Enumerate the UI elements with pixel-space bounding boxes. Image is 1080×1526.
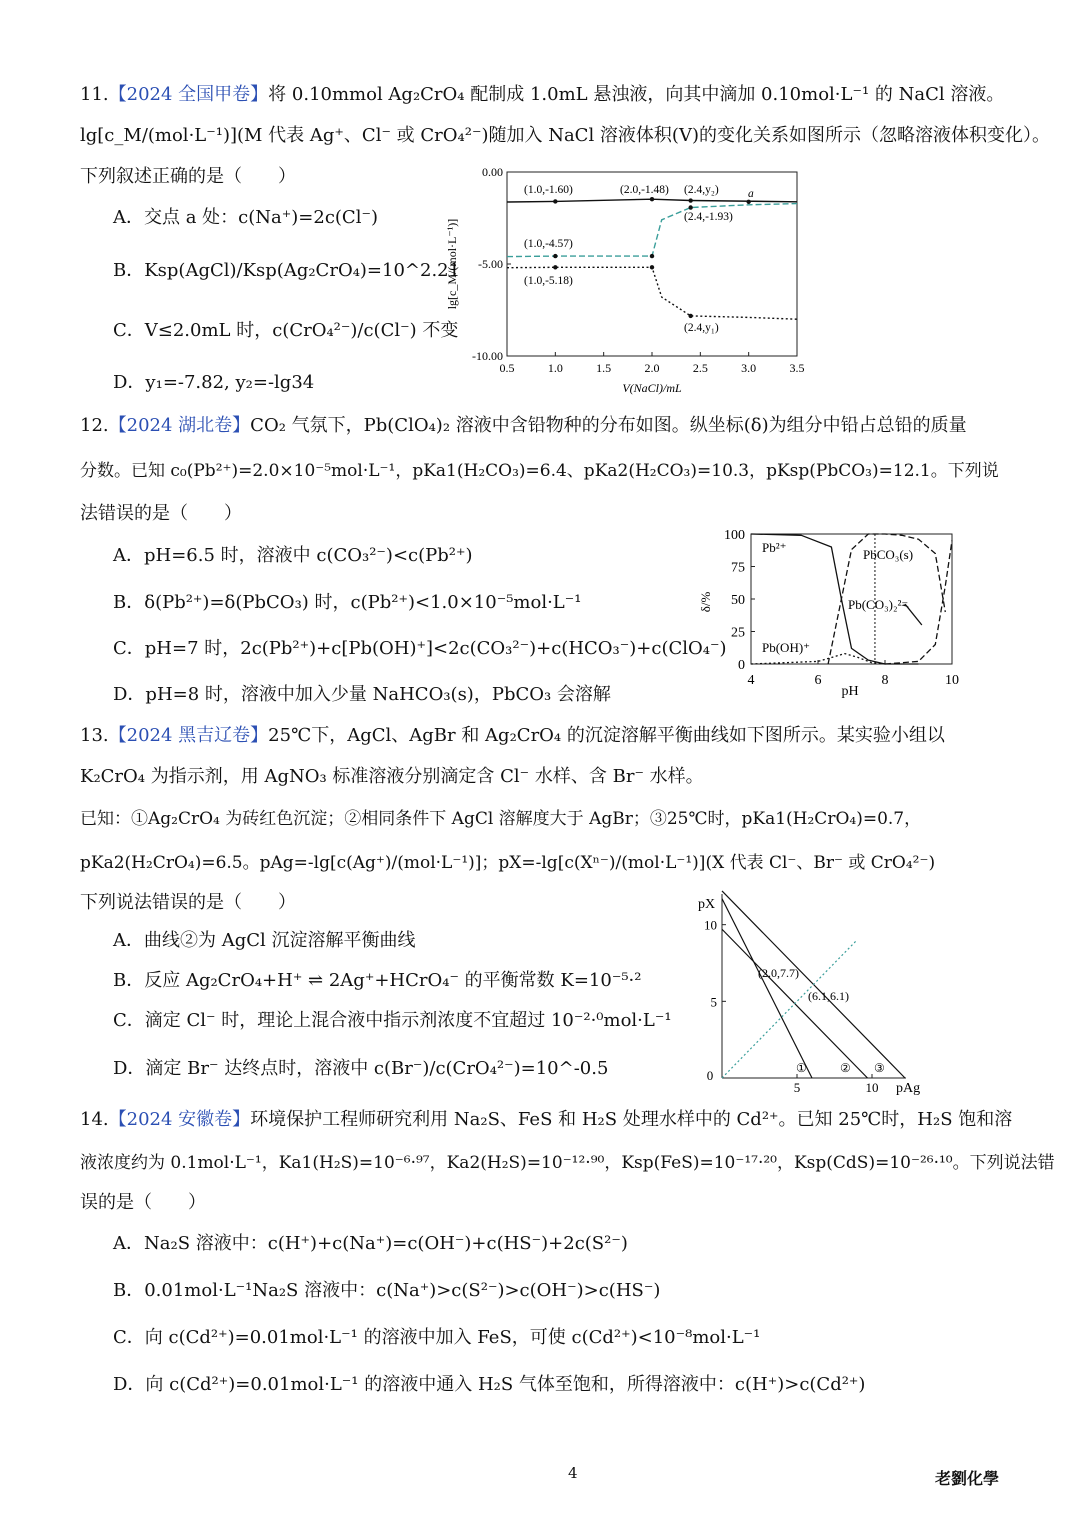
- q11-source-tag: 【2024 全国甲卷】: [108, 84, 269, 105]
- q12-xtick-label: 8: [881, 673, 889, 688]
- q12-option-d[interactable]: D．pH=8 时，溶液中加入少量 NaHCO₃(s)，PbCO₃ 会溶解: [113, 684, 611, 705]
- q13-ylabel: pX: [698, 897, 716, 912]
- q11-annotation: a: [748, 188, 754, 200]
- q13-annotation: (6.1,6.1): [808, 989, 849, 1003]
- q11-xtick-label: 3.0: [741, 361, 757, 375]
- q13-xlabel: pAg: [896, 1081, 921, 1096]
- q12-xtick-label: 4: [747, 673, 755, 688]
- q11-xtick-label: 2.0: [644, 361, 660, 375]
- q13-annotation: ①: [796, 1061, 807, 1075]
- q13-option-c[interactable]: C．滴定 Cl⁻ 时，理论上混合液中指示剂浓度不宜超过 10⁻²·⁰mol·L⁻¹: [113, 1010, 672, 1031]
- q12-ytick-label: 0: [738, 658, 745, 673]
- q13-ytick-label: 10: [704, 917, 717, 933]
- q14-stem-line-1: 14.【2024 安徽卷】环境保护工程师研究利用 Na₂S、FeS 和 H₂S 处理水样中的 Cd²⁺。已知 25℃时，H₂S 饱和溶: [80, 1109, 1013, 1130]
- q11-annotation: (1.0,-4.57): [524, 238, 573, 250]
- q13-ytick-label: 5: [710, 994, 717, 1010]
- q13-stem-line-3: 已知：①Ag₂CrO₄ 为砖红色沉淀；②相同条件下 AgCl 溶解度大于 AgBr；③25℃时，pKa1(H₂CrO₄)=0.7，: [80, 809, 922, 829]
- q11-xtick-label: 1.0: [547, 361, 563, 375]
- q13-option-d[interactable]: D．滴定 Br⁻ 达终点时，溶液中 c(Br⁻)/c(CrO₄²⁻)=10^-0.5: [113, 1058, 609, 1079]
- q13-stem-line-5: 下列说法错误的是（ ）: [80, 892, 296, 913]
- q11-data-point: [688, 198, 692, 202]
- q13-xtick-label: 0: [706, 1068, 714, 1083]
- q11-data-point: [553, 199, 557, 203]
- q11-ytick-label: -5.00: [478, 257, 503, 271]
- q11-option-a[interactable]: A．交点 a 处：c(Na⁺)=2c(Cl⁻): [113, 207, 378, 228]
- q11-stem-line-2: lg[c_M/(mol·L⁻¹)](M 代表 Ag⁺、Cl⁻ 或 CrO₄²⁻)随加入 NaCl 溶液体积(V)的变化关系如图所示（忽略溶液体积变化）。: [80, 125, 1050, 146]
- q12-chart: [700, 524, 970, 706]
- q13-stem-line-4: pKa2(H₂CrO₄)=6.5。pAg=-lg[c(Ag⁺)/(mol·L⁻¹)]；pX=-lg[c(Xⁿ⁻)/(mol·L⁻¹)](X 代表 Cl⁻、Br⁻ 或 CrO₄²⁻): [80, 853, 936, 873]
- q11-ylabel: lg[c_M/(mol·L⁻¹)]: [445, 218, 459, 310]
- q12-ytick-label: 50: [731, 593, 745, 608]
- q11-annotation: (1.0,-1.60): [524, 184, 573, 196]
- q12-species-label: Pb(OH)⁺: [762, 640, 811, 655]
- q13-stem-line-1: 13.【2024 黑吉辽卷】25℃下，AgCl、AgBr 和 Ag₂CrO₄ 的沉淀溶解平衡曲线如下图所示。某实验小组以: [80, 725, 945, 746]
- q11-ytick-label: -10.00: [472, 349, 503, 363]
- q14-option-c[interactable]: C．向 c(Cd²⁺)=0.01mol·L⁻¹ 的溶液中加入 FeS，可使 c(Cd²⁺)<10⁻⁸mol·L⁻¹: [113, 1327, 761, 1348]
- q12-stem-line-3: 法错误的是（ ）: [80, 503, 242, 524]
- q13-chart: [690, 888, 940, 1098]
- q11-data-point: [746, 200, 750, 204]
- q12-option-a[interactable]: A．pH=6.5 时，溶液中 c(CO₃²⁻)<c(Pb²⁺): [113, 545, 473, 566]
- q13-annotation: (2.0,7.7): [758, 966, 799, 980]
- q14-stem-line-3: 误的是（ ）: [80, 1192, 206, 1213]
- q11-annotation: (2.4,y₁): [684, 322, 719, 334]
- q11-data-point: [688, 205, 692, 209]
- q11-option-d[interactable]: D．y₁=-7.82, y₂=-lg34: [113, 372, 315, 393]
- q12-xlabel: pH: [841, 684, 859, 699]
- q12-xtick-label: 10: [945, 673, 959, 688]
- q13-option-a[interactable]: A．曲线②为 AgCl 沉淀溶解平衡曲线: [113, 930, 416, 951]
- q13-xtick-label: 10: [865, 1080, 879, 1095]
- q11-annotation: (2.4,-1.93): [684, 211, 733, 223]
- brand-watermark: 老劉化學: [935, 1469, 1000, 1488]
- q14-option-b[interactable]: B．0.01mol·L⁻¹Na₂S 溶液中：c(Na⁺)>c(S²⁻)>c(OH⁻)>c(HS⁻): [113, 1280, 661, 1301]
- q11-stem-line-3: 下列叙述正确的是（ ）: [80, 166, 296, 187]
- q12-species-label: Pb²⁺: [762, 540, 787, 555]
- q11-xtick-label: 2.5: [692, 361, 708, 375]
- q11-ytick-label: 0.00: [482, 165, 503, 179]
- q11-option-b[interactable]: B．Ksp(AgCl)/Ksp(Ag₂CrO₄)=10^2.21: [113, 260, 461, 281]
- q11-xtick-label: 1.5: [596, 361, 612, 375]
- q11-data-point: [553, 254, 557, 258]
- q12-ytick-label: 25: [731, 625, 745, 641]
- q11-xtick-label: 0.5: [499, 361, 515, 375]
- q12-option-c[interactable]: C．pH=7 时，2c(Pb²⁺)+c[Pb(OH)⁺]<2c(CO₃²⁻)+c(HCO₃⁻)+c(ClO₄⁻): [113, 638, 727, 659]
- q12-option-b[interactable]: B．δ(Pb²⁺)=δ(PbCO₃) 时，c(Pb²⁺)<1.0×10⁻⁵mol·L⁻¹: [113, 592, 582, 613]
- q13-option-b[interactable]: B．反应 Ag₂CrO₄+H⁺ ⇌ 2Ag⁺+HCrO₄⁻ 的平衡常数 K=10⁻⁵·²: [113, 970, 642, 991]
- q12-source-tag: 【2024 湖北卷】: [108, 415, 251, 436]
- q12-ytick-label: 75: [731, 560, 745, 576]
- q13-source-tag: 【2024 黑吉辽卷】: [108, 725, 269, 746]
- q11-option-c[interactable]: C．V≤2.0mL 时，c(CrO₄²⁻)/c(Cl⁻) 不变: [113, 320, 459, 341]
- q11-stem-line-1: 11.【2024 全国甲卷】将 0.10mmol Ag₂CrO₄ 配制成 1.0mL 悬浊液，向其中滴加 0.10mol·L⁻¹ 的 NaCl 溶液。: [80, 84, 1005, 105]
- page-number: 4: [568, 1464, 578, 1482]
- q11-xlabel: V(NaCl)/mL: [622, 381, 682, 395]
- q11-annotation: (1.0,-5.18): [524, 275, 573, 287]
- q12-stem-line-2: 分数。已知 c₀(Pb²⁺)=2.0×10⁻⁵mol·L⁻¹，pKa1(H₂CO₃)=6.4、pKa2(H₂CO₃)=10.3，pKsp(PbCO₃)=12.1。下列说: [80, 461, 999, 481]
- q12-species-label: PbCO₃(s): [863, 547, 914, 562]
- q11-xtick-label: 3.5: [789, 361, 805, 375]
- q12-ylabel: δ/%: [698, 591, 713, 613]
- q11-annotation: (2.4,y₂): [684, 184, 719, 196]
- q13-series-line: [722, 899, 812, 1078]
- q11-data-point: [650, 265, 654, 269]
- q13-annotation: ③: [874, 1061, 885, 1075]
- q11-annotation: (2.0,-1.48): [620, 184, 669, 196]
- q11-data-point: [553, 265, 557, 269]
- q12-stem-line-1: 12.【2024 湖北卷】CO₂ 气氛下，Pb(ClO₄)₂ 溶液中含铅物种的分布如图。纵坐标(δ)为组分中铅占总铅的质量: [80, 415, 967, 436]
- q13-xtick-label: 5: [793, 1080, 801, 1095]
- q11-chart: [440, 160, 820, 400]
- q13-annotation: ②: [840, 1061, 851, 1075]
- q11-data-point: [650, 254, 654, 258]
- q14-stem-line-2: 液浓度约为 0.1mol·L⁻¹，Ka1(H₂S)=10⁻⁶·⁹⁷，Ka2(H₂S)=10⁻¹²·⁹⁰，Ksp(FeS)=10⁻¹⁷·²⁰，Ksp(CdS)=10⁻²⁶·¹⁰。下列说法错: [80, 1153, 1055, 1173]
- q11-data-point: [650, 197, 654, 201]
- q12-xtick-label: 6: [814, 673, 822, 688]
- q13-stem-line-2: K₂CrO₄ 为指示剂，用 AgNO₃ 标准溶液分别滴定含 Cl⁻ 水样、含 Br⁻ 水样。: [80, 766, 704, 787]
- q14-source-tag: 【2024 安徽卷】: [108, 1109, 251, 1130]
- q12-species-label: Pb(CO₃)₂²⁻: [848, 597, 909, 612]
- q11-data-point: [688, 314, 692, 318]
- q14-option-a[interactable]: A．Na₂S 溶液中：c(H⁺)+c(Na⁺)=c(OH⁻)+c(HS⁻)+2c(S²⁻): [113, 1233, 628, 1254]
- q14-option-d[interactable]: D．向 c(Cd²⁺)=0.01mol·L⁻¹ 的溶液中通入 H₂S 气体至饱和，所得溶液中：c(H⁺)>c(Cd²⁺): [113, 1374, 866, 1395]
- q12-ytick-label: 100: [724, 528, 745, 543]
